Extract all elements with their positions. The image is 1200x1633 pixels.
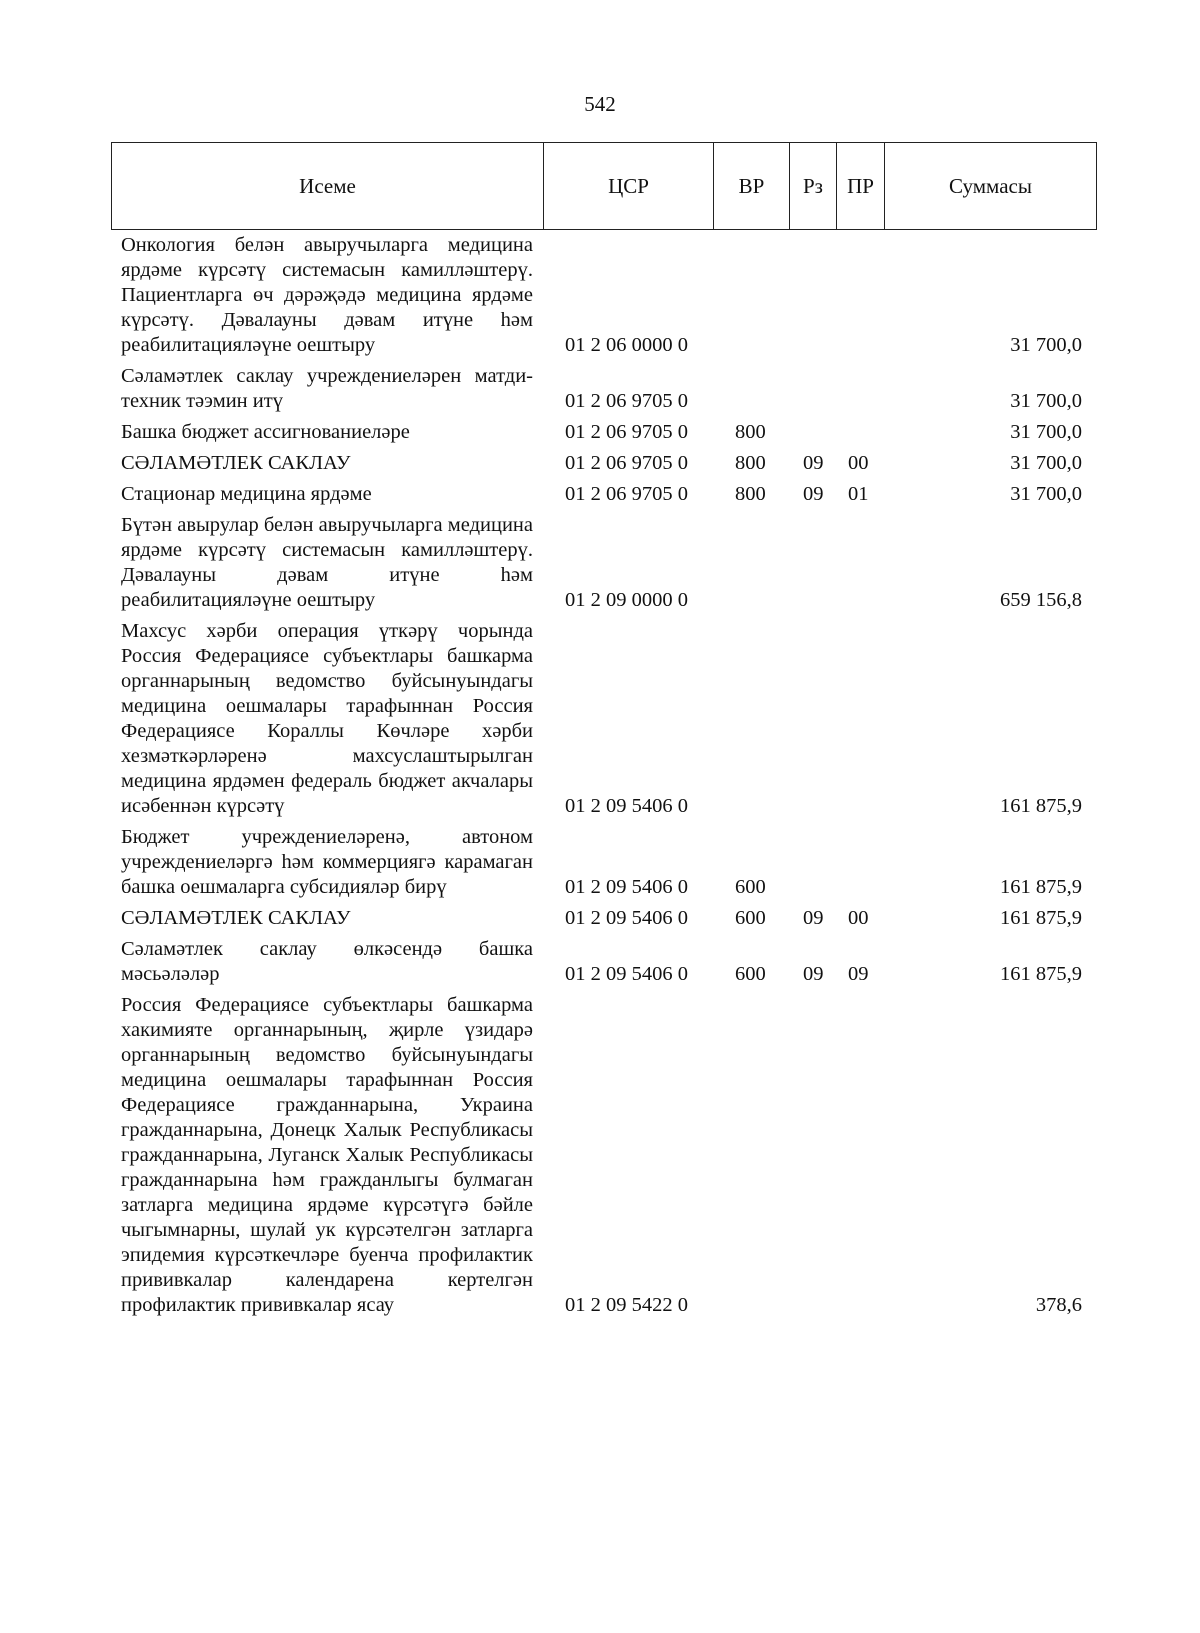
- cell-vr: 800: [735, 452, 766, 474]
- cell-pr: 01: [848, 483, 869, 505]
- table-row: [111, 903, 1096, 934]
- cell-sum: 31 700,0: [1010, 483, 1082, 505]
- cell-name: Россия Федерациясе субъектлары башкарма хакимияте органнарының, җирле үзидарә органнарының ведомство буйсынуындагы медицина оешмалары тарафыннан Россия Федерациясе гражданнарына, Украина гражданнарына, Донецк Халык Республикасы гражданнарына, Луганск Халык Республикасы гражданнарына һәм гражданлыгы булмаган затларга медицина ярдәме күрсәтүгә бәйле чыгымнарны, шулай ук күрсәтелгән затларга эпидемия күрсәткечләре буенча профилактик прививкалар календарена кертелгән профилактик прививкалар ясау: [121, 994, 533, 1316]
- table-header: [111, 142, 1097, 230]
- cell-rz: 09: [803, 483, 824, 505]
- cell-rz: [789, 510, 836, 616]
- table-row: [111, 510, 1096, 616]
- cell-vr: [713, 510, 789, 616]
- cell-csr: 01 2 09 5422 0: [565, 1294, 688, 1316]
- table-row: [111, 448, 1096, 479]
- cell-pr: [836, 990, 884, 1321]
- cell-name: Бюджет учреждениеләренә, автоном учреждениеләргә һәм коммерциягә карамаган башка оешмаларга субсидияләр бирү: [121, 826, 533, 898]
- cell-csr: 01 2 06 9705 0: [565, 483, 688, 505]
- header-pr: ПР: [837, 143, 885, 230]
- cell-vr: [713, 361, 789, 417]
- cell-name: Башка бюджет ассигнованиеләре: [121, 421, 410, 443]
- page-number: 542: [584, 92, 616, 116]
- cell-pr: [836, 510, 884, 616]
- cell-sum: 31 700,0: [1010, 334, 1082, 356]
- cell-sum: 31 700,0: [1010, 390, 1082, 412]
- cell-name: Стационар медицина ярдәме: [121, 483, 372, 505]
- cell-vr: 800: [735, 421, 766, 443]
- cell-vr: 800: [735, 483, 766, 505]
- cell-rz: 09: [803, 907, 824, 929]
- table-row: [111, 990, 1096, 1321]
- cell-name: Онкология белән авыручыларга медицина ярдәме күрсәтү системасын камилләштерү. Пациентларга өч дәрәҗәдә медицина ярдәме күрсәтү. Дәвалауны дәвам итүне һәм реабилитацияләүне оештыру: [121, 234, 533, 356]
- cell-pr: [836, 417, 884, 448]
- cell-rz: [789, 361, 836, 417]
- cell-sum: 161 875,9: [1000, 907, 1082, 929]
- header-name: Исеме: [112, 143, 544, 230]
- header-sum: Суммасы: [885, 143, 1097, 230]
- table-row: [111, 361, 1096, 417]
- cell-sum: 161 875,9: [1000, 795, 1082, 817]
- cell-csr: 01 2 09 5406 0: [565, 963, 688, 985]
- cell-sum: 161 875,9: [1000, 876, 1082, 898]
- cell-pr: [836, 616, 884, 822]
- cell-rz: [789, 417, 836, 448]
- cell-sum: 659 156,8: [1000, 589, 1082, 611]
- table-row: [111, 934, 1096, 990]
- header-vr: ВР: [714, 143, 790, 230]
- cell-csr: 01 2 06 9705 0: [565, 452, 688, 474]
- cell-sum: 31 700,0: [1010, 421, 1082, 443]
- cell-name: СӘЛАМӘТЛЕК САКЛАУ: [121, 452, 351, 474]
- cell-pr: 00: [848, 452, 869, 474]
- cell-rz: [789, 990, 836, 1321]
- cell-pr: [836, 822, 884, 903]
- cell-csr: 01 2 09 5406 0: [565, 907, 688, 929]
- cell-name: Сәламәтлек саклау өлкәсендә башка мәсьәләләр: [121, 938, 533, 985]
- cell-vr: 600: [735, 963, 766, 985]
- cell-csr: 01 2 06 9705 0: [565, 390, 688, 412]
- cell-rz: [789, 616, 836, 822]
- cell-csr: 01 2 06 9705 0: [565, 421, 688, 443]
- table-row: [111, 616, 1096, 822]
- table-row: [111, 230, 1096, 361]
- cell-rz: 09: [803, 452, 824, 474]
- header-csr: ЦСР: [544, 143, 714, 230]
- cell-sum: 31 700,0: [1010, 452, 1082, 474]
- cell-vr: 600: [735, 876, 766, 898]
- table-row: [111, 479, 1096, 510]
- cell-vr: [713, 230, 789, 361]
- cell-sum: 161 875,9: [1000, 963, 1082, 985]
- cell-name: Махсус хәрби операция үткәрү чорында Россия Федерациясе субъектлары башкарма органнарының ведомство буйсынуындагы медицина оешмалары тарафыннан Россия Федерациясе Кораллы Көчләре хәрби хезмәткәрләренә махсуслаштырылган медицина ярдәмен федераль бюджет акчалары исәбеннән күрсәтү: [121, 620, 533, 817]
- cell-vr: [713, 616, 789, 822]
- cell-rz: 09: [803, 963, 824, 985]
- cell-name: Сәламәтлек саклау учреждениеләрен матди-техник тәэмин итү: [121, 365, 533, 412]
- cell-rz: [789, 230, 836, 361]
- cell-pr: [836, 361, 884, 417]
- cell-vr: 600: [735, 907, 766, 929]
- cell-pr: 00: [848, 907, 869, 929]
- cell-csr: 01 2 09 0000 0: [565, 589, 688, 611]
- table-row: [111, 417, 1096, 448]
- budget-table: [111, 230, 1096, 1321]
- cell-csr: 01 2 06 0000 0: [565, 334, 688, 356]
- cell-name: СӘЛАМӘТЛЕК САКЛАУ: [121, 907, 351, 929]
- cell-sum: 378,6: [1035, 1294, 1082, 1316]
- table-row: [111, 822, 1096, 903]
- cell-name: Бүтән авырулар белән авыручыларга медицина ярдәме күрсәтү системасын камилләштерү. Дәвалауны дәвам итүне һәм реабилитацияләүне оештыру: [121, 514, 533, 611]
- cell-csr: 01 2 09 5406 0: [565, 876, 688, 898]
- cell-rz: [789, 822, 836, 903]
- cell-csr: 01 2 09 5406 0: [565, 795, 688, 817]
- cell-pr: [836, 230, 884, 361]
- table-body: [111, 230, 1096, 1321]
- cell-vr: [713, 990, 789, 1321]
- header-rz: Рз: [790, 143, 837, 230]
- cell-pr: 09: [848, 963, 869, 985]
